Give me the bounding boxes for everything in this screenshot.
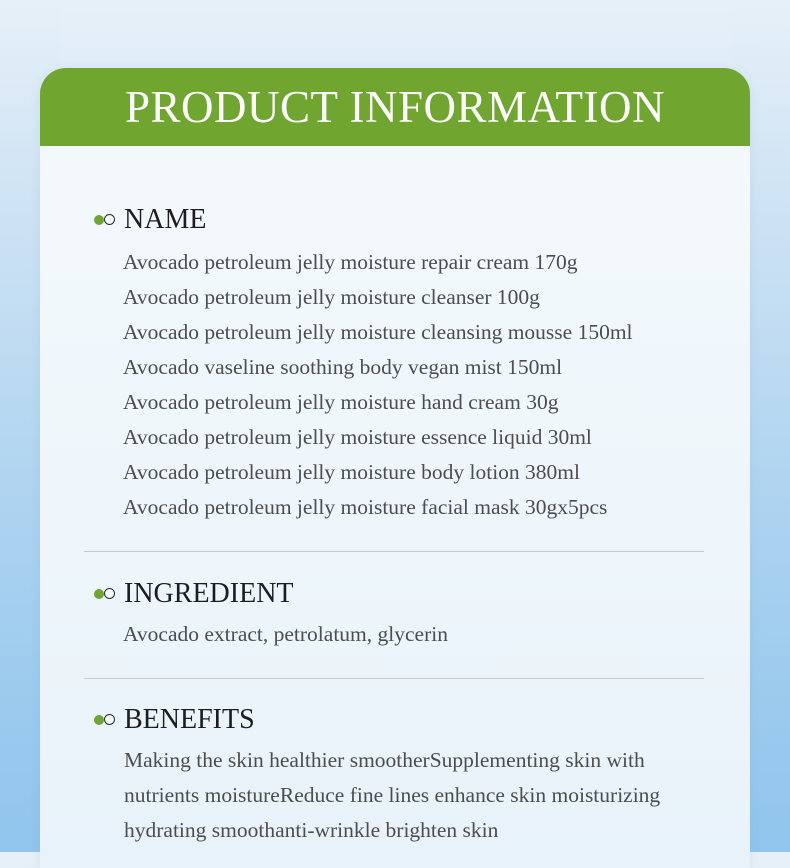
product-info-card: [40, 68, 750, 868]
name-section: [40, 205, 750, 525]
benefits-text: Making the skin healthier smootherSupplementing skin with nutrients moistureReduce fine lines enhance skin moisturizing hydrating smoothanti-wrinkle brighten skin: [124, 748, 661, 842]
page-title: PRODUCT INFORMATION: [125, 82, 665, 132]
bullet-icon: [94, 714, 118, 726]
list-item: Avocado petroleum jelly moisture repair cream 170g: [123, 250, 578, 274]
ingredient-heading: [40, 579, 750, 609]
product-name-list: [40, 245, 750, 525]
list-item: Avocado petroleum jelly moisture hand cream 30g: [123, 390, 559, 414]
section-divider: [84, 551, 704, 552]
list-item: Avocado petroleum jelly moisture cleanser 100g: [123, 285, 540, 309]
list-item: Avocado petroleum jelly moisture facial mask 30gx5pcs: [123, 495, 608, 519]
ingredient-section-title: INGREDIENT: [124, 578, 294, 609]
card-header: [40, 68, 750, 146]
benefits-section-title: BENEFITS: [124, 704, 255, 735]
name-heading: [40, 205, 750, 235]
benefits-heading: [40, 705, 750, 735]
ingredient-text: Avocado extract, petrolatum, glycerin: [123, 622, 448, 646]
ingredient-list: [40, 617, 750, 652]
benefits-section: [40, 705, 750, 848]
list-item: Avocado vaseline soothing body vegan mist 150ml: [123, 355, 563, 379]
bullet-icon: [94, 588, 118, 600]
list-item: Avocado petroleum jelly moisture essence liquid 30ml: [123, 425, 592, 449]
section-divider: [84, 678, 704, 679]
name-section-title: NAME: [124, 204, 207, 235]
ingredient-section: [40, 579, 750, 652]
list-item: Avocado petroleum jelly moisture body lotion 380ml: [123, 460, 581, 484]
list-item: Avocado petroleum jelly moisture cleansing mousse 150ml: [123, 320, 633, 344]
bullet-icon: [94, 214, 118, 226]
